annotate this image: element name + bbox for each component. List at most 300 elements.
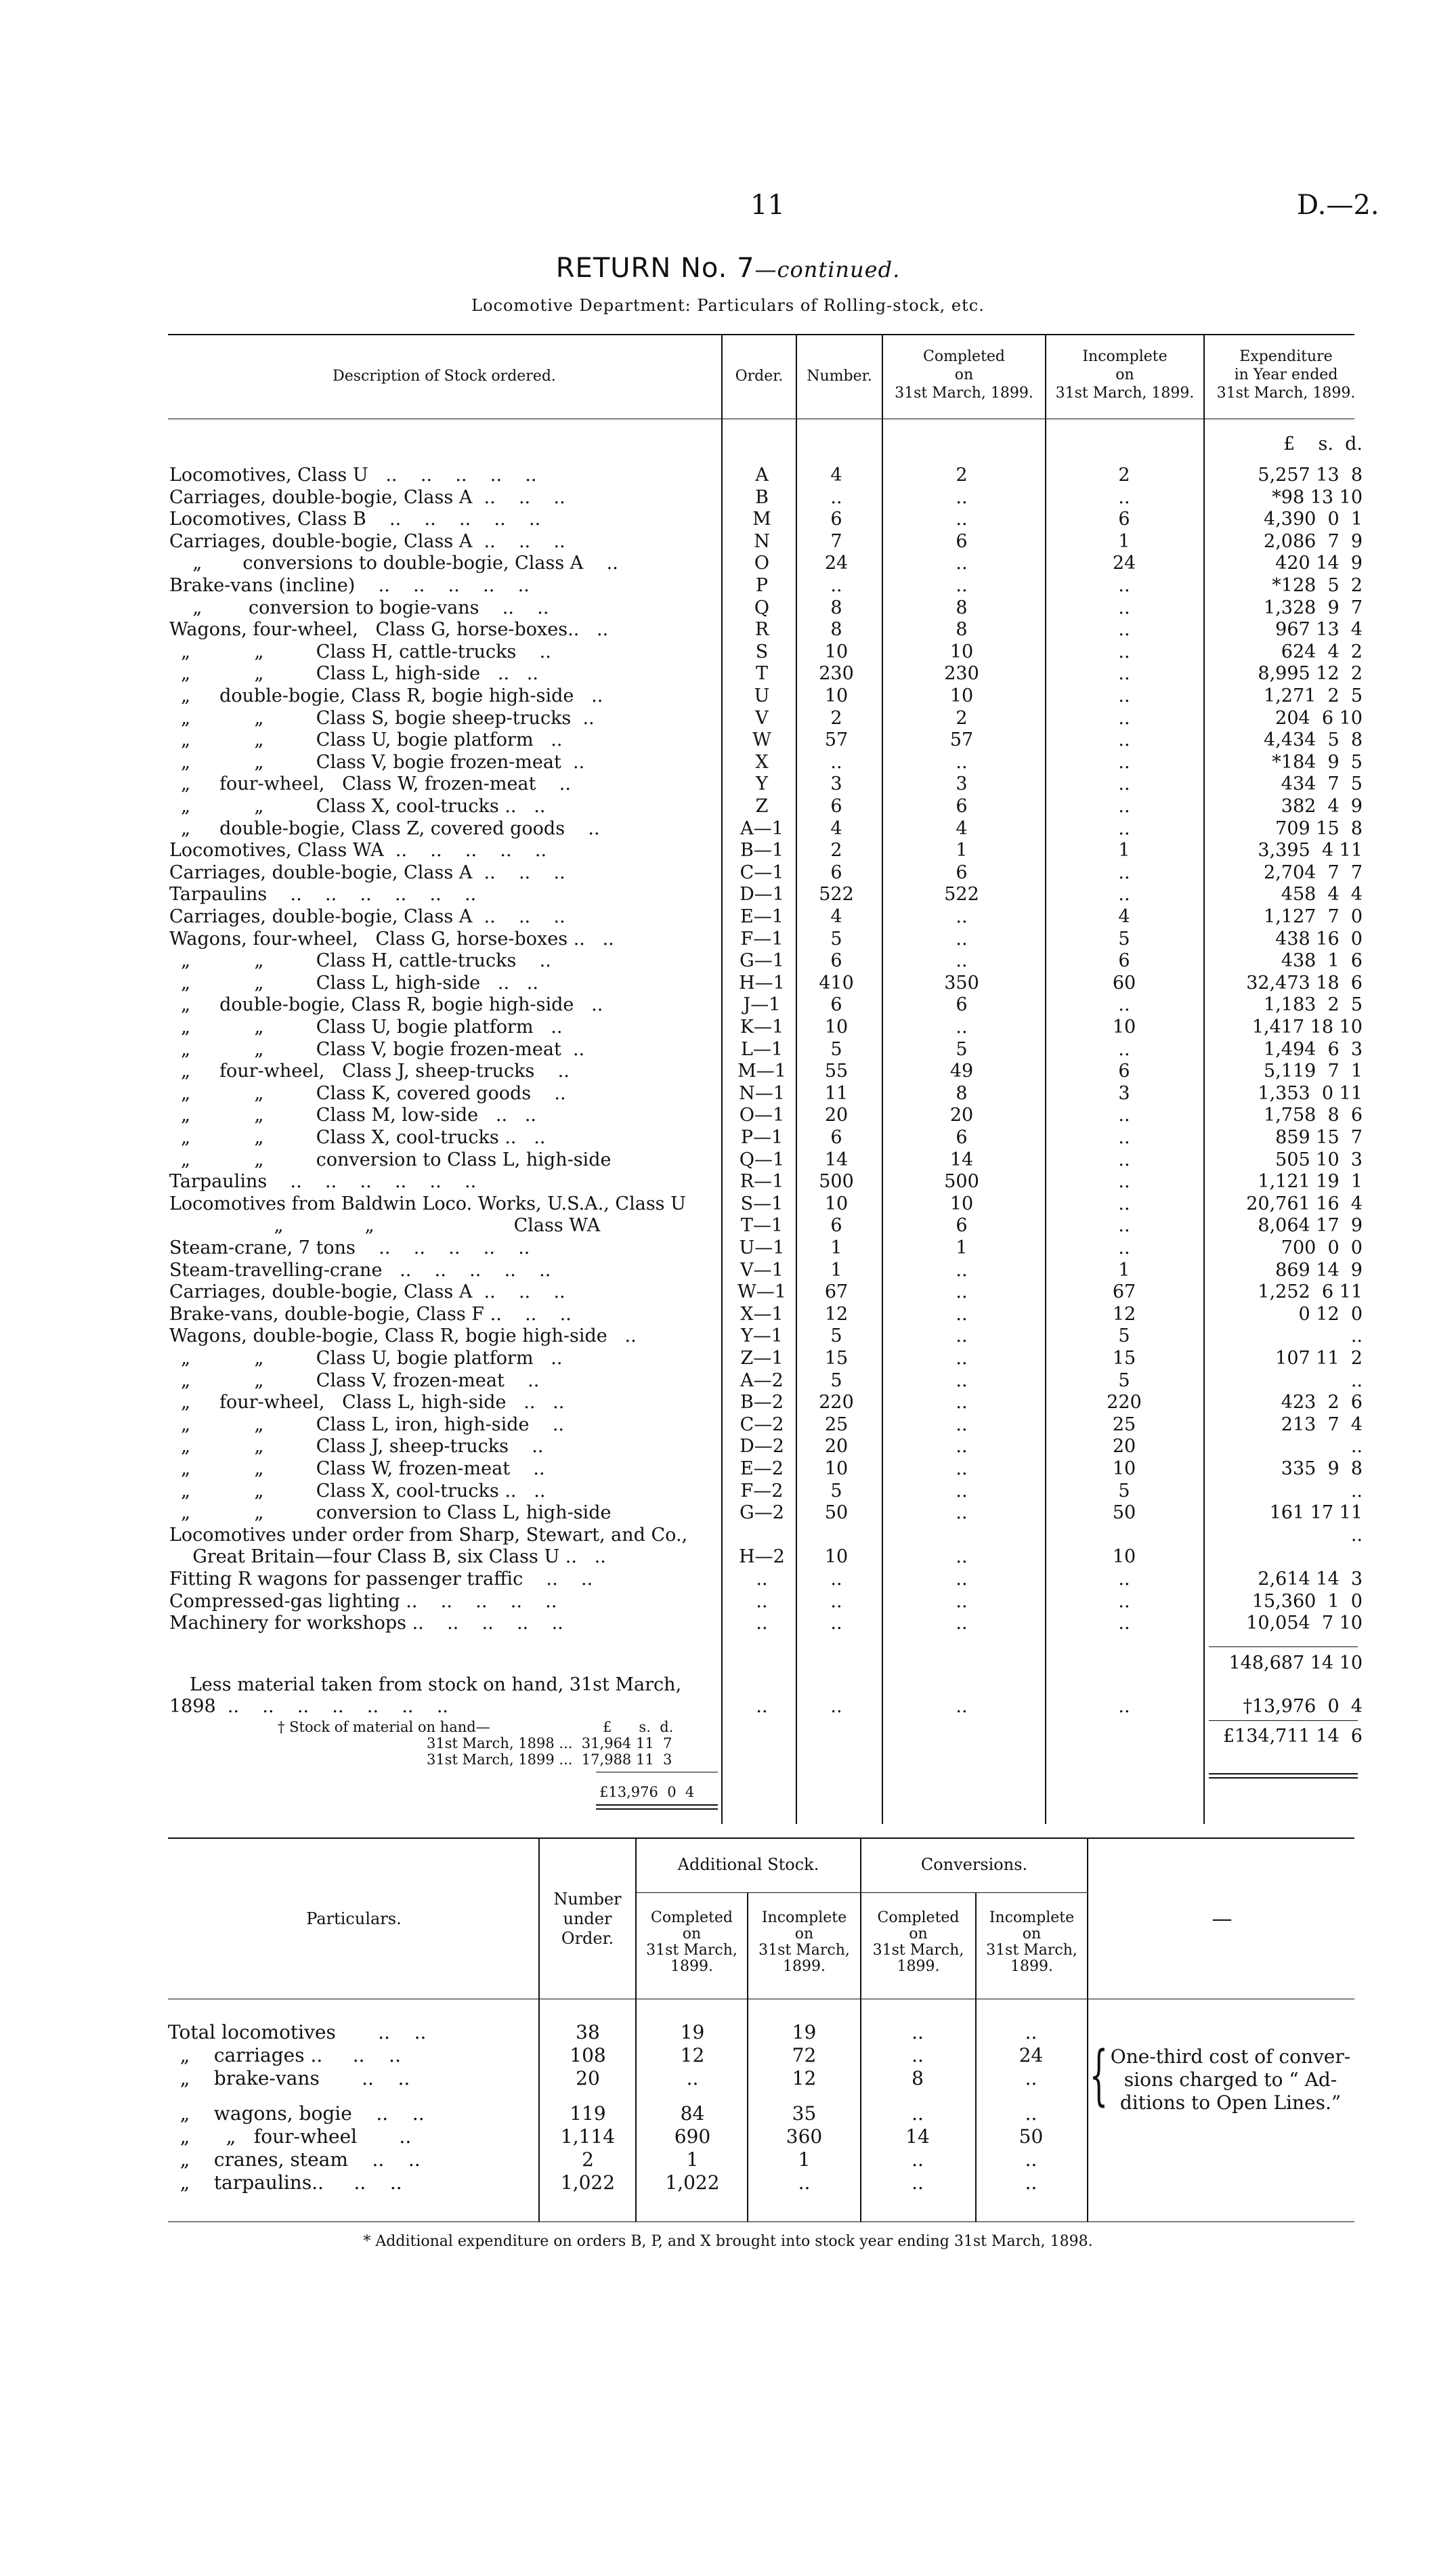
- col-divider-expenditure: [1203, 334, 1205, 1824]
- summary-add-completed: 84: [680, 2102, 705, 2125]
- row-expenditure: 107 11 2: [1275, 1348, 1363, 1369]
- row-order: X: [755, 751, 769, 773]
- row-completed: ..: [956, 1303, 968, 1325]
- row-description: Carriages, double-bogie, Class A .. .. ..: [169, 486, 565, 508]
- row-incomplete: ..: [1118, 663, 1130, 685]
- summary-number: 2: [582, 2148, 594, 2171]
- row-description: Locomotives, Class WA .. .. .. .. ..: [169, 840, 547, 862]
- row-number: 2: [830, 840, 842, 862]
- row-order: ..: [756, 1613, 768, 1634]
- row-incomplete: 60: [1112, 972, 1136, 994]
- row-order: G—2: [740, 1502, 784, 1524]
- row-incomplete: ..: [1118, 1149, 1130, 1170]
- row-expenditure: 438 16 0: [1275, 928, 1363, 950]
- row-incomplete: 50: [1112, 1502, 1136, 1524]
- row-completed: 6: [956, 530, 968, 552]
- row-expenditure: 1,271 2 5: [1264, 685, 1363, 706]
- row-number: 220: [819, 1392, 854, 1413]
- summary-conv-incomplete: ..: [1025, 2067, 1037, 2089]
- summary-header-number-l3: Order.: [561, 1929, 614, 1948]
- summary-add-completed: ..: [686, 2067, 699, 2089]
- row-incomplete: ..: [1118, 1038, 1130, 1060]
- brace: {: [1089, 2037, 1109, 2113]
- title-main: RETURN No. 7: [555, 253, 755, 284]
- row-description: „ „ conversion to Class L, high-side: [169, 1149, 612, 1170]
- sh-ci-l3: 31st March,: [986, 1942, 1077, 1959]
- row-completed: 4: [956, 817, 968, 839]
- stock-note-double-rule-1: [596, 1804, 718, 1806]
- summary-particulars: Total locomotives .. ..: [168, 2021, 427, 2043]
- row-description: Brake-vans (incline) .. .. .. .. ..: [169, 575, 530, 596]
- row-description: „ double-bogie, Class Z, covered goods ..: [169, 817, 600, 839]
- row-description: „ „ Class X, cool-trucks .. ..: [169, 1480, 546, 1502]
- row-description: Great Britain—four Class B, six Class U .. ..: [169, 1546, 606, 1568]
- row-description: Carriages, double-bogie, Class A .. .. ..: [169, 530, 565, 552]
- sh-ac-l4: 1899.: [670, 1958, 713, 1975]
- summary-number: 20: [576, 2067, 600, 2089]
- row-number: 57: [824, 729, 849, 751]
- stock-note-1899: 31st March, 1899 ... 17,988 11 3: [427, 1751, 672, 1768]
- row-order: A—1: [740, 817, 784, 839]
- row-order: M—1: [737, 1061, 786, 1082]
- row-expenditure: 1,121 19 1: [1258, 1171, 1363, 1193]
- summary-number: 1,114: [560, 2125, 616, 2148]
- sh-ai-l4: 1899.: [783, 1958, 826, 1975]
- row-number: 20: [824, 1436, 849, 1458]
- header-incomplete-l1: Incomplete: [1082, 348, 1168, 365]
- less-completed: ..: [956, 1696, 968, 1717]
- summary-add-incomplete: ..: [798, 2171, 811, 2194]
- row-order: ..: [756, 1590, 768, 1612]
- row-completed: 2: [956, 707, 968, 729]
- row-number: 14: [824, 1149, 849, 1170]
- row-description: „ „ Class WA: [169, 1215, 601, 1237]
- summary-particulars: „ „ four-wheel ..: [168, 2125, 412, 2148]
- row-incomplete: ..: [1118, 1590, 1130, 1612]
- net-rule: [1209, 1720, 1358, 1721]
- row-completed: 500: [944, 1171, 979, 1193]
- row-incomplete: 12: [1112, 1303, 1136, 1325]
- row-incomplete: ..: [1118, 729, 1130, 751]
- row-expenditure: 15,360 1 0: [1251, 1590, 1363, 1612]
- row-description: „ „ Class L, high-side .. ..: [169, 663, 538, 685]
- row-number: ..: [830, 751, 842, 773]
- row-description: „ „ Class U, bogie platform ..: [169, 1348, 563, 1369]
- row-description: „ „ Class H, cattle-trucks ..: [169, 950, 551, 972]
- summary-particulars: „ cranes, steam .. ..: [168, 2148, 421, 2171]
- row-description: „ „ Class U, bogie platform ..: [169, 1017, 563, 1038]
- row-expenditure: 32,473 18 6: [1246, 972, 1363, 994]
- row-order: H—2: [739, 1546, 785, 1568]
- row-expenditure: 438 1 6: [1281, 950, 1363, 972]
- row-order: G—1: [740, 950, 784, 972]
- summary-header-conv-incomplete: [977, 1910, 1087, 1975]
- less-material-line2: 1898 .. .. .. .. .. .. ..: [169, 1696, 449, 1717]
- row-expenditure: 213 7 4: [1281, 1413, 1363, 1435]
- row-completed: ..: [956, 906, 968, 927]
- summary-conv-completed: ..: [912, 2171, 924, 2194]
- row-completed: ..: [956, 486, 968, 508]
- row-number: 8: [830, 597, 842, 618]
- title-continued: —continued.: [754, 257, 901, 282]
- row-number: ..: [830, 1569, 842, 1590]
- row-order: A: [755, 465, 769, 486]
- summary-particulars: „ brake-vans .. ..: [168, 2067, 410, 2089]
- summary-particulars: „ carriages .. .. ..: [168, 2044, 401, 2066]
- row-number: 410: [819, 972, 854, 994]
- row-expenditure: 20,761 16 4: [1246, 1193, 1363, 1214]
- header-incomplete-l2: on: [1115, 366, 1134, 383]
- row-number: 522: [819, 884, 854, 906]
- summary-add-completed: 19: [680, 2021, 705, 2043]
- less-number: ..: [830, 1696, 842, 1717]
- row-incomplete: 5: [1118, 1369, 1130, 1391]
- header-expenditure: [1205, 347, 1367, 402]
- row-number: 4: [830, 465, 842, 486]
- row-description: Steam-travelling-crane .. .. .. .. ..: [169, 1259, 551, 1281]
- row-incomplete: ..: [1118, 751, 1130, 773]
- summary-header-number-l2: under: [563, 1909, 612, 1928]
- summary-top-rule: [168, 1837, 1354, 1839]
- conversion-note-l2: sions charged to “ Ad-: [1123, 2068, 1337, 2091]
- row-expenditure: 420 14 9: [1275, 553, 1363, 574]
- sh-ac-l1: Completed: [650, 1909, 733, 1926]
- row-number: 10: [824, 641, 849, 662]
- row-number: 6: [830, 994, 842, 1016]
- row-order: Z—1: [740, 1348, 784, 1369]
- row-expenditure: 5,257 13 8: [1258, 465, 1363, 486]
- row-completed: ..: [956, 509, 968, 530]
- row-description: Locomotives, Class B .. .. .. .. ..: [169, 509, 541, 530]
- sh-cc-l1: Completed: [877, 1909, 960, 1926]
- row-description: „ „ Class S, bogie sheep-trucks ..: [169, 707, 595, 729]
- row-completed: 10: [949, 641, 974, 662]
- row-expenditure: 869 14 9: [1275, 1259, 1363, 1281]
- row-expenditure: 0 12 0: [1298, 1303, 1363, 1325]
- row-completed: 20: [949, 1105, 974, 1126]
- row-description: Wagons, four-wheel, Class G, horse-boxes.. ..: [169, 619, 609, 641]
- row-expenditure: 1,328 9 7: [1264, 597, 1363, 618]
- row-number: 2: [830, 707, 842, 729]
- row-incomplete: 6: [1118, 509, 1130, 530]
- row-number: 20: [824, 1105, 849, 1126]
- row-expenditure: ..: [1350, 1524, 1363, 1546]
- summary-add-completed: 1: [686, 2148, 699, 2171]
- row-incomplete: 10: [1112, 1458, 1136, 1479]
- row-order: S—1: [740, 1193, 784, 1214]
- row-incomplete: ..: [1118, 486, 1130, 508]
- summary-header-conv-completed: [861, 1910, 975, 1975]
- row-completed: 49: [949, 1061, 974, 1082]
- row-description: „ „ Class V, bogie frozen-meat ..: [169, 1038, 585, 1060]
- row-number: 55: [824, 1061, 849, 1082]
- table-top-rule: [168, 334, 1354, 335]
- summary-add-incomplete: 19: [792, 2021, 817, 2043]
- summary-add-incomplete: 360: [786, 2125, 823, 2148]
- row-expenditure: 434 7 5: [1281, 773, 1363, 795]
- stock-note-double-rule-2: [596, 1808, 718, 1810]
- row-completed: 14: [949, 1149, 974, 1170]
- summary-add-incomplete: 72: [792, 2044, 817, 2066]
- row-description: Steam-crane, 7 tons .. .. .. .. ..: [169, 1237, 530, 1258]
- sh-ac-l2: on: [682, 1926, 702, 1942]
- row-number: 3: [830, 773, 842, 795]
- row-number: 1: [830, 1237, 842, 1258]
- row-description: „ „ Class H, cattle-trucks ..: [169, 641, 551, 662]
- row-completed: 57: [949, 729, 974, 751]
- row-completed: 6: [956, 796, 968, 817]
- header-incomplete-l3: 31st March, 1899.: [1055, 385, 1195, 402]
- row-expenditure: 1,252 6 11: [1258, 1281, 1363, 1303]
- row-completed: 350: [944, 972, 979, 994]
- row-order: H—1: [739, 972, 785, 994]
- row-incomplete: 5: [1118, 928, 1130, 950]
- row-number: 5: [830, 928, 842, 950]
- row-order: R: [754, 619, 769, 641]
- sh-ac-l3: 31st March,: [646, 1942, 737, 1959]
- less-incomplete: ..: [1118, 1696, 1130, 1717]
- row-description: Wagons, four-wheel, Class G, horse-boxes .. ..: [169, 928, 614, 950]
- row-number: 50: [824, 1502, 849, 1524]
- row-number: 500: [819, 1171, 854, 1193]
- row-order: N: [754, 530, 770, 552]
- summary-conv-completed: 8: [912, 2067, 924, 2089]
- row-completed: ..: [956, 1281, 968, 1303]
- row-completed: 5: [956, 1038, 968, 1060]
- row-order: Z: [755, 796, 769, 817]
- row-incomplete: 67: [1112, 1281, 1136, 1303]
- row-order: E—2: [740, 1458, 784, 1479]
- row-number: 1: [830, 1259, 842, 1281]
- sh-ai-l1: Incomplete: [761, 1909, 847, 1926]
- row-number: 5: [830, 1369, 842, 1391]
- row-incomplete: 25: [1112, 1413, 1136, 1435]
- row-number: 12: [824, 1303, 849, 1325]
- row-incomplete: ..: [1118, 707, 1130, 729]
- row-description: „ four-wheel, Class J, sheep-trucks ..: [169, 1061, 570, 1082]
- row-completed: ..: [956, 1569, 968, 1590]
- row-description: „ „ Class L, iron, high-side ..: [169, 1413, 564, 1435]
- row-completed: 3: [956, 773, 968, 795]
- row-completed: ..: [956, 1369, 968, 1391]
- row-completed: 2: [956, 465, 968, 486]
- row-order: W: [752, 729, 771, 751]
- header-number: Number.: [807, 368, 872, 385]
- row-number: 10: [824, 1193, 849, 1214]
- row-description: Machinery for workshops .. .. .. .. ..: [169, 1613, 563, 1634]
- sh-ai-l2: on: [794, 1926, 814, 1942]
- summary-add-incomplete: 1: [798, 2148, 811, 2171]
- sh-ci-l2: on: [1022, 1926, 1042, 1942]
- row-incomplete: ..: [1118, 884, 1130, 906]
- summary-conv-completed: ..: [912, 2148, 924, 2171]
- row-incomplete: ..: [1118, 1193, 1130, 1214]
- row-completed: 8: [956, 597, 968, 618]
- row-description: „ conversion to bogie-vans .. ..: [169, 597, 549, 618]
- row-description: „ „ Class X, cool-trucks .. ..: [169, 1127, 546, 1148]
- row-completed: ..: [956, 1546, 968, 1568]
- row-order: O: [754, 553, 770, 574]
- stock-note-columns: £ s. d.: [603, 1719, 674, 1735]
- row-order: Q—1: [739, 1149, 785, 1170]
- row-completed: ..: [956, 1259, 968, 1281]
- conversion-note-l1: One-third cost of conver-: [1110, 2045, 1351, 2068]
- row-completed: 522: [944, 884, 979, 906]
- row-description: Brake-vans, double-bogie, Class F .. .. ..: [169, 1303, 572, 1325]
- row-expenditure: 700 0 0: [1281, 1237, 1363, 1258]
- header-order: Order.: [735, 368, 784, 385]
- row-completed: 10: [949, 685, 974, 706]
- row-incomplete: ..: [1118, 1127, 1130, 1148]
- row-number: 4: [830, 906, 842, 927]
- row-expenditure: 2,614 14 3: [1258, 1569, 1363, 1590]
- row-order: Q: [754, 597, 770, 618]
- summary-conv-completed: 14: [905, 2125, 930, 2148]
- row-description: „ double-bogie, Class R, bogie high-side ..: [169, 685, 603, 706]
- row-incomplete: 220: [1107, 1392, 1142, 1413]
- summary-add-completed: 1,022: [665, 2171, 720, 2194]
- summary-conv-incomplete: ..: [1025, 2171, 1037, 2194]
- row-completed: ..: [956, 553, 968, 574]
- row-expenditure: 4,390 0 1: [1264, 509, 1363, 530]
- row-expenditure: 8,995 12 2: [1258, 663, 1363, 685]
- stock-note-1898: 31st March, 1898 ... 31,964 11 7: [427, 1735, 672, 1751]
- row-incomplete: ..: [1118, 641, 1130, 662]
- row-number: 7: [830, 530, 842, 552]
- row-number: 10: [824, 1458, 849, 1479]
- header-description: Description of Stock ordered.: [333, 368, 556, 385]
- stock-note-difference: £13,976 0 4: [599, 1784, 695, 1800]
- row-number: 10: [824, 685, 849, 706]
- row-number: 24: [824, 553, 849, 574]
- header-incomplete: [1046, 347, 1203, 402]
- row-number: ..: [830, 486, 842, 508]
- sh-cc-l2: on: [909, 1926, 928, 1942]
- row-description: „ „ Class V, bogie frozen-meat ..: [169, 751, 585, 773]
- row-number: 6: [830, 509, 842, 530]
- row-description: „ „ Class V, frozen-meat ..: [169, 1369, 540, 1391]
- row-completed: 6: [956, 994, 968, 1016]
- sh-ci-l4: 1899.: [1010, 1958, 1053, 1975]
- row-incomplete: 10: [1112, 1546, 1136, 1568]
- row-number: 8: [830, 619, 842, 641]
- row-number: ..: [830, 1590, 842, 1612]
- row-incomplete: 20: [1112, 1436, 1136, 1458]
- row-order: Y—1: [740, 1325, 783, 1347]
- summary-conv-completed: ..: [912, 2044, 924, 2066]
- summary-divider-6: [1087, 1837, 1088, 2221]
- row-completed: ..: [956, 1413, 968, 1435]
- row-completed: ..: [956, 1502, 968, 1524]
- row-number: 15: [824, 1348, 849, 1369]
- row-order: V—1: [740, 1259, 784, 1281]
- row-number: 67: [824, 1281, 849, 1303]
- row-description: Compressed-gas lighting .. .. .. .. ..: [169, 1590, 557, 1612]
- summary-add-completed: 12: [680, 2044, 705, 2066]
- row-order: M: [752, 509, 771, 530]
- row-expenditure: 382 4 9: [1281, 796, 1363, 817]
- row-order: T: [755, 663, 768, 685]
- summary-header-number: [540, 1890, 635, 1949]
- row-order: B: [755, 486, 769, 508]
- row-description: „ „ Class K, covered goods ..: [169, 1082, 566, 1104]
- row-number: 6: [830, 950, 842, 972]
- row-completed: ..: [956, 1590, 968, 1612]
- row-number: 11: [824, 1082, 849, 1104]
- row-order: U—1: [739, 1237, 785, 1258]
- row-expenditure: 161 17 11: [1269, 1502, 1363, 1524]
- row-expenditure: 2,704 7 7: [1264, 862, 1363, 883]
- row-order: ..: [756, 1569, 768, 1590]
- less-order: ..: [756, 1696, 768, 1717]
- footnote: * Additional expenditure on orders B, P, and X brought into stock year ending 31st March, 1898.: [363, 2233, 1093, 2250]
- row-incomplete: ..: [1118, 1171, 1130, 1193]
- row-completed: ..: [956, 950, 968, 972]
- row-incomplete: ..: [1118, 619, 1130, 641]
- row-incomplete: 5: [1118, 1325, 1130, 1347]
- row-order: V: [755, 707, 769, 729]
- row-completed: 6: [956, 1215, 968, 1237]
- row-completed: ..: [956, 1017, 968, 1038]
- row-expenditure: 10,054 7 10: [1246, 1613, 1363, 1634]
- row-number: 10: [824, 1546, 849, 1568]
- row-number: 230: [819, 663, 854, 685]
- header-completed-l3: 31st March, 1899.: [895, 385, 1033, 402]
- row-expenditure: 2,086 7 9: [1264, 530, 1363, 552]
- summary-add-incomplete: 35: [792, 2102, 817, 2125]
- row-completed: ..: [956, 1348, 968, 1369]
- row-completed: ..: [956, 1480, 968, 1502]
- page-reference: D.—2.: [1297, 190, 1379, 221]
- header-expenditure-l1: Expenditure: [1239, 348, 1333, 365]
- summary-conv-completed: ..: [912, 2102, 924, 2125]
- row-completed: ..: [956, 751, 968, 773]
- row-number: ..: [830, 1613, 842, 1634]
- row-incomplete: ..: [1118, 575, 1130, 596]
- row-completed: 8: [956, 619, 968, 641]
- summary-conv-incomplete: 50: [1019, 2125, 1044, 2148]
- row-description: „ „ Class L, high-side .. ..: [169, 972, 538, 994]
- row-order: N—1: [739, 1082, 785, 1104]
- row-description: Carriages, double-bogie, Class A .. .. ..: [169, 1281, 565, 1303]
- page-subtitle: Locomotive Department: Particulars of Rolling-stock, etc.: [471, 296, 985, 315]
- row-order: P: [755, 575, 769, 596]
- conversion-note: [1098, 2045, 1363, 2114]
- row-incomplete: ..: [1118, 773, 1130, 795]
- summary-conv-completed: ..: [912, 2021, 924, 2043]
- sh-cc-l4: 1899.: [897, 1958, 940, 1975]
- gross-total: 148,687 14 10: [1228, 1653, 1363, 1674]
- summary-add-incomplete: 12: [792, 2067, 817, 2089]
- header-completed-l2: on: [954, 366, 974, 383]
- row-number: 5: [830, 1038, 842, 1060]
- gross-rule: [1209, 1646, 1358, 1647]
- page-title: [0, 253, 1456, 284]
- row-order: F—1: [740, 928, 784, 950]
- summary-bottom-rule: [168, 2221, 1354, 2222]
- row-description: „ „ Class M, low-side .. ..: [169, 1105, 536, 1126]
- row-expenditure: 204 6 10: [1275, 707, 1363, 729]
- net-total: £134,711 14 6: [1222, 1726, 1363, 1747]
- summary-number: 38: [576, 2021, 600, 2043]
- row-order: R—1: [740, 1171, 784, 1193]
- header-expenditure-l2: in Year ended: [1234, 366, 1338, 383]
- row-order: T—1: [740, 1215, 784, 1237]
- row-completed: 1: [956, 1237, 968, 1258]
- row-order: X—1: [740, 1303, 784, 1325]
- row-completed: ..: [956, 1325, 968, 1347]
- row-expenditure: *184 9 5: [1272, 751, 1363, 773]
